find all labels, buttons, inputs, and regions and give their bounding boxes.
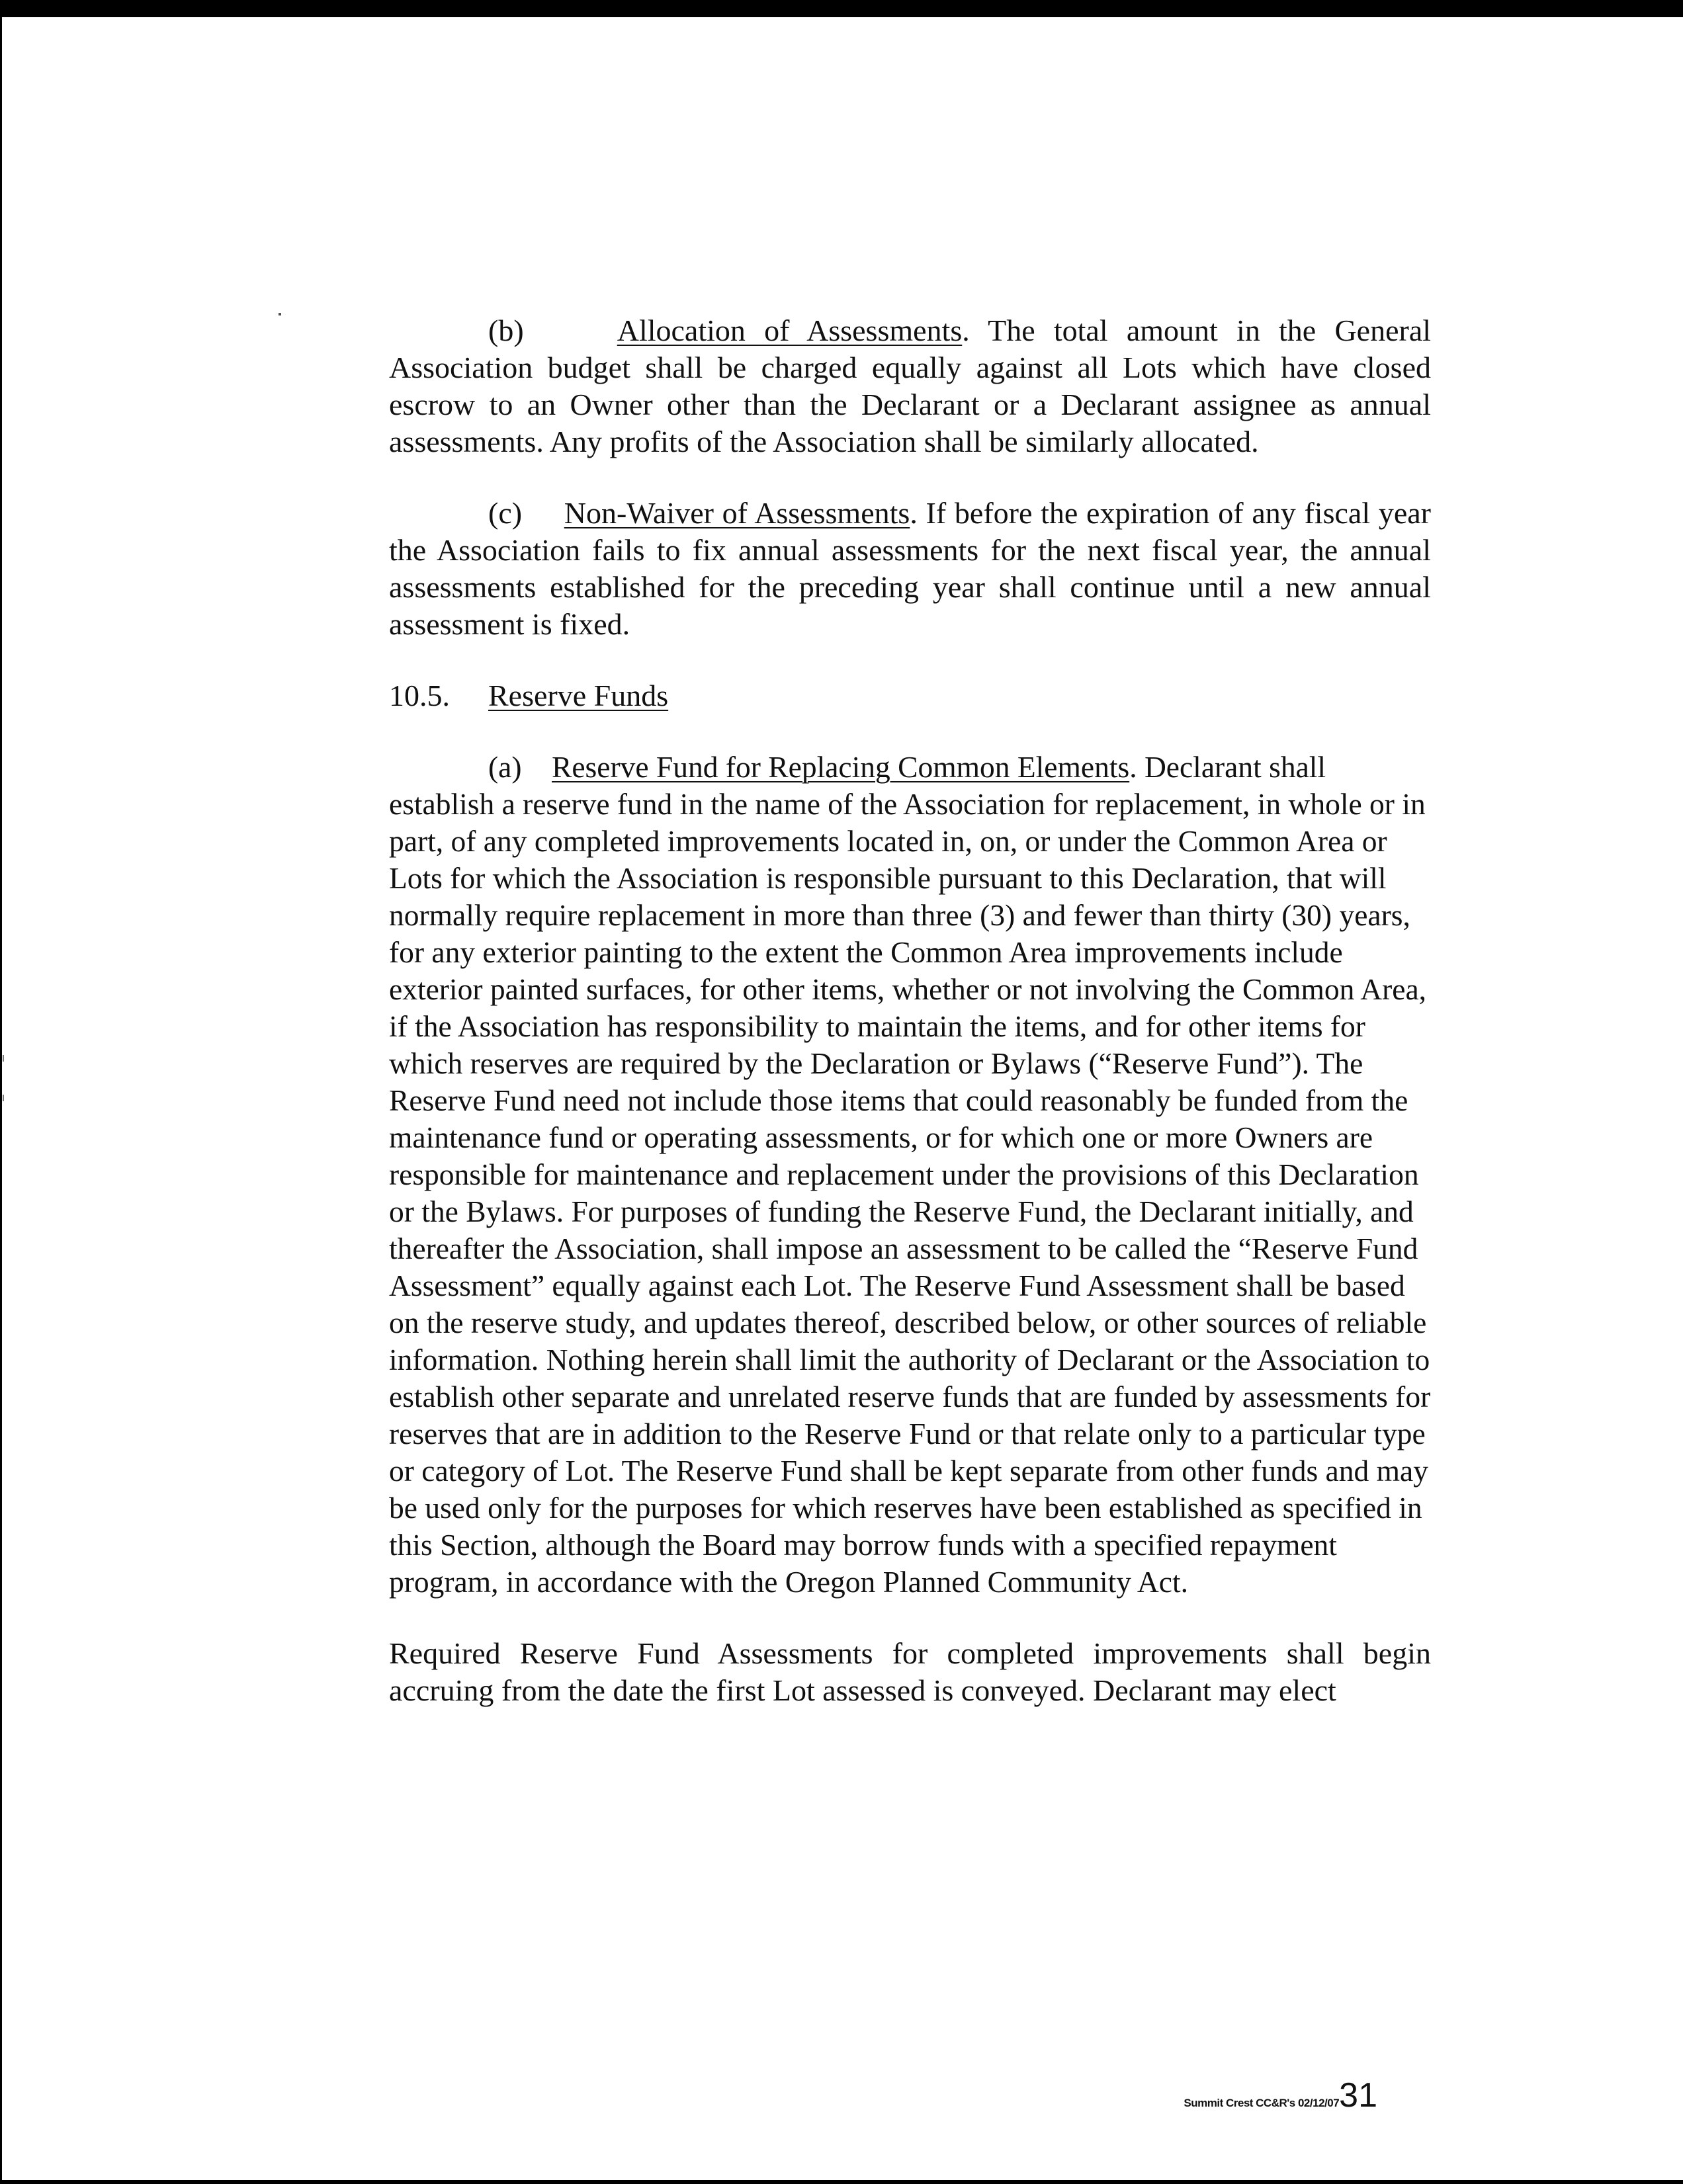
section-title: Reserve Funds [488, 679, 669, 712]
paragraph-a [389, 749, 1431, 1601]
paragraph-required [389, 1635, 1431, 1709]
paragraph-required-text: Required Reserve Fund Assessments for completed improvements shall begin accruing from the date the first Lot assessed is conveyed. Declarant may elect [389, 1636, 1431, 1707]
scan-border-left [0, 17, 2, 2184]
paragraph-c-text: . If before the expiration of any fiscal year the Association fails to fix annual assessments for the next fiscal year, the annual assessments established for the preceding year shall continue until a new annual assessment is fixed. [389, 496, 1431, 641]
scan-margin-mark [3, 1095, 4, 1101]
paragraph-a-text: . Declarant shall establish a reserve fund in the name of the Association for replacement, in whole or in part, of any completed improvements located in, on, or under the Common Area or Lots for which the Association is responsible pursuant to this Declaration, that will normally require replacement in more than three (3) and fewer than thirty (30) years, for any exterior painting to the extent the Common Area improvements include exterior painted surfaces, for other items, whether or not involving the Common Area, if the Association has responsibility to maintain the items, and for other items for which reserves are required by the Declaration or Bylaws (“Reserve Fund”). The Reserve Fund need not include those items that could reasonably be funded from the maintenance fund or operating assessments, or for which one or more Owners are responsible for maintenance and replacement under the provisions of this Declaration or the Bylaws. For purposes of funding the Reserve Fund, the Declarant initially, and thereafter the Association, shall impose an assessment to be called the “Reserve Fund Assessment” equally against each Lot. The Reserve Fund Assessment shall be based on the reserve study, and updates thereof, described below, or other sources of reliable information. Nothing herein shall limit the authority of Declarant or the Association to establish other separate and unrelated reserve funds that are funded by assessments for reserves that are in addition to the Reserve Fund or that relate only to a particular type or category of Lot. The Reserve Fund shall be kept separate from other funds and may be used only for the purposes for which reserves have been established as specified in this Section, although the Board may borrow funds with a specified repayment program, in accordance with the Oregon Planned Community Act. [389, 750, 1431, 1599]
scan-border-bottom [0, 2180, 1683, 2184]
section-heading [389, 677, 1431, 714]
paragraph-c-heading: Non-Waiver of Assessments [564, 496, 910, 530]
document-page [389, 312, 1431, 1743]
footer-label: Summit Crest CC&R's 02/12/07 [1184, 2097, 1340, 2109]
paragraph-c-label: (c) [488, 496, 523, 530]
scan-margin-mark [3, 1055, 4, 1062]
paragraph-a-heading: Reserve Fund for Replacing Common Elements [552, 750, 1130, 784]
scan-border-top [0, 0, 1683, 17]
paragraph-b [389, 312, 1431, 460]
section-number: 10.5. [389, 679, 450, 712]
paragraph-b-text: . The total amount in the General Association budget shall be charged equally against all Lots which have closed escrow to an Owner other than the Declarant or a Declarant assignee as annual assessments. Any profits of the Association shall be similarly allocated. [389, 314, 1432, 458]
scan-speck [279, 313, 281, 315]
paragraph-c [389, 495, 1431, 643]
paragraph-b-heading: Allocation of Assessments [617, 314, 963, 347]
page-number: 31 [1339, 2076, 1377, 2115]
page-footer [1184, 2078, 1377, 2113]
paragraph-a-label: (a) [488, 750, 522, 784]
paragraph-b-label: (b) [488, 314, 524, 347]
